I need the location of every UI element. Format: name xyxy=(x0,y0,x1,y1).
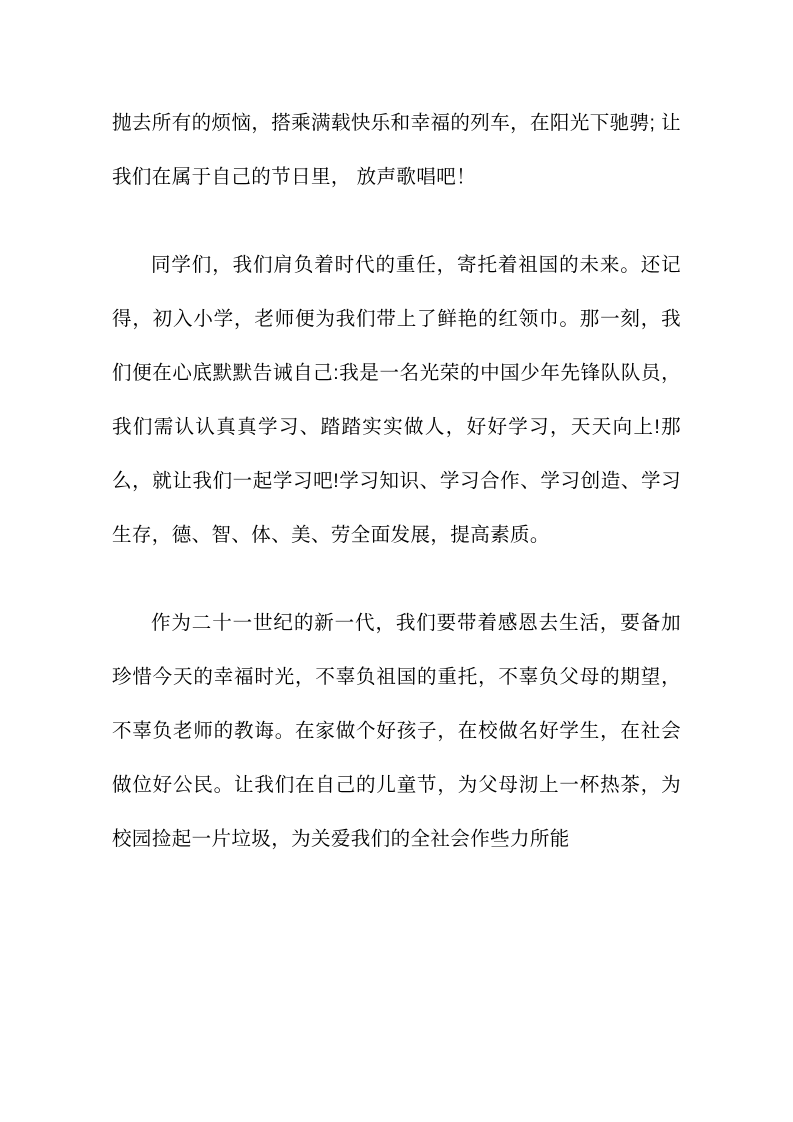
document-body xyxy=(112,96,681,866)
paragraph: 同学们，我们肩负着时代的重任，寄托着祖国的未来。还记得，初入小学，老师便为我们带上了鲜艳的红领巾。那一刻，我们便在心底默默告诫自己:我是一名光荣的中国少年先锋队队员，我们需认认真真学习、踏踏实实做人，好好学习，天天向上!那么，就让我们一起学习吧!学习知识、学习合作、学习创造、学习生存，德、智、体、美、劳全面发展，提高素质。 xyxy=(112,254,681,546)
paragraph: 作为二十一世纪的新一代，我们要带着感恩去生活，要备加珍惜今天的幸福时光，不辜负祖国的重托，不辜负父母的期望，不辜负老师的教诲。在家做个好孩子，在校做名好学生，在社会做位好公民。让我们在自己的儿童节，为父母沏上一杯热茶，为校园捡起一片垃圾，为关爱我们的全社会作些力所能 xyxy=(112,612,681,850)
paragraph: 抛去所有的烦恼，搭乘满载快乐和幸福的列车，在阳光下驰骋; 让我们在属于自己的节日里， 放声歌唱吧！ xyxy=(112,112,681,188)
